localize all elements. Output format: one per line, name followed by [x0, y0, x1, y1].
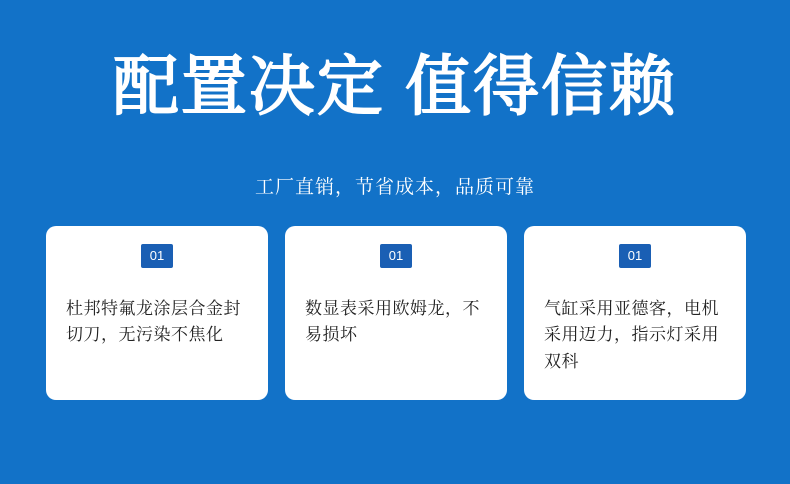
card-text: 气缸采用亚德客，电机采用迈力，指示灯采用双科	[544, 299, 719, 371]
feature-card-list	[46, 226, 746, 400]
feature-card	[46, 226, 268, 400]
card-badge: 01	[141, 244, 173, 268]
feature-card	[524, 226, 746, 400]
card-badge: 01	[380, 244, 412, 268]
card-text: 杜邦特氟龙涂层合金封切刀，无污染不焦化	[66, 299, 241, 345]
page-title: 配置决定 值得信赖	[112, 49, 678, 123]
feature-card	[285, 226, 507, 400]
card-text: 数显表采用欧姆龙，不易损坏	[305, 299, 480, 345]
card-badge: 01	[619, 244, 651, 268]
page-subtitle: 工厂直销，节省成本，品质可靠	[254, 177, 535, 198]
